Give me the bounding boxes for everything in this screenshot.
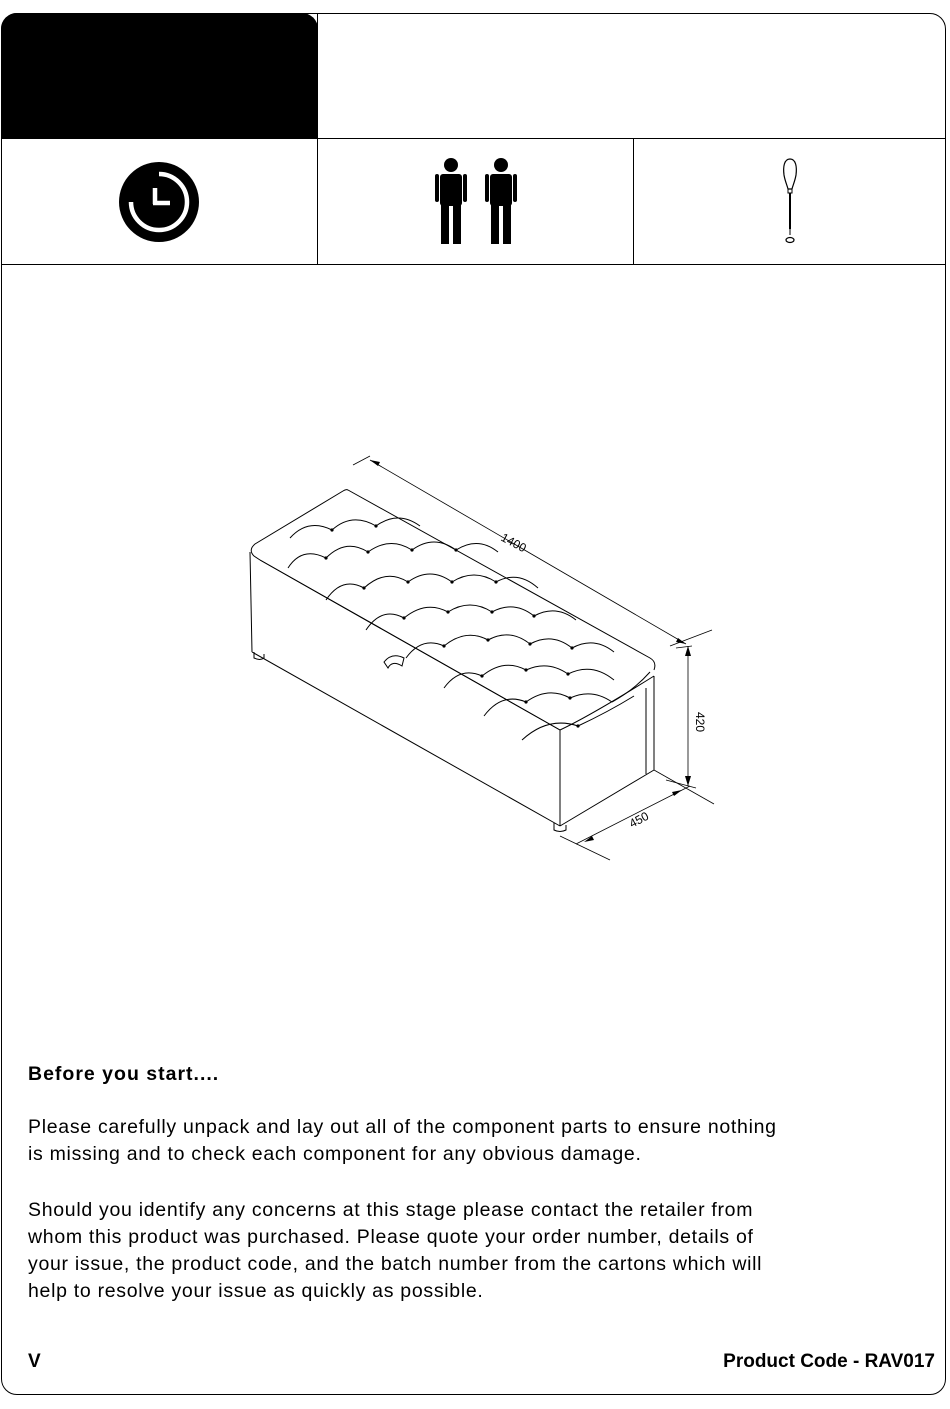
clock-icon [117, 160, 201, 244]
intro-paragraph-2-line-1: Should you identify any concerns at this stage please contact the retailer from [28, 1199, 754, 1221]
tool-cell [634, 139, 946, 264]
intro-paragraph-2-line-3: your issue, the product code, and the batch number from the cartons which will [28, 1253, 763, 1275]
ottoman-bench-drawing [230, 440, 730, 870]
time-cell [1, 139, 317, 264]
product-drawing [230, 440, 730, 870]
icon-row-divider [1, 264, 946, 265]
screwdriver-icon [778, 157, 802, 247]
header-title-cell [318, 13, 946, 139]
intro-paragraph-1 [28, 1114, 928, 1168]
intro-paragraph-2-line-2: whom this product was purchased. Please quote your order number, details of [28, 1226, 754, 1248]
dimension-length: 1400 [498, 530, 529, 556]
intro-paragraph-2-line-4: help to resolve your issue as quickly as possible. [28, 1280, 484, 1302]
product-code: Product Code - RAV017 [723, 1351, 935, 1372]
intro-paragraph-1-line-1: Please carefully unpack and lay out all of the component parts to ensure nothing [28, 1116, 777, 1138]
two-person-icon [429, 157, 523, 247]
intro-heading: Before you start.... [28, 1063, 220, 1085]
footer-brand-mark: V [28, 1351, 41, 1372]
intro-paragraph-2 [28, 1197, 928, 1305]
people-cell [318, 139, 633, 264]
intro-paragraph-1-line-2: is missing and to check each component for any obvious damage. [28, 1143, 642, 1165]
header-black-block [1, 13, 318, 139]
dimension-depth: 450 [626, 808, 652, 831]
dimension-height: 420 [693, 712, 707, 733]
